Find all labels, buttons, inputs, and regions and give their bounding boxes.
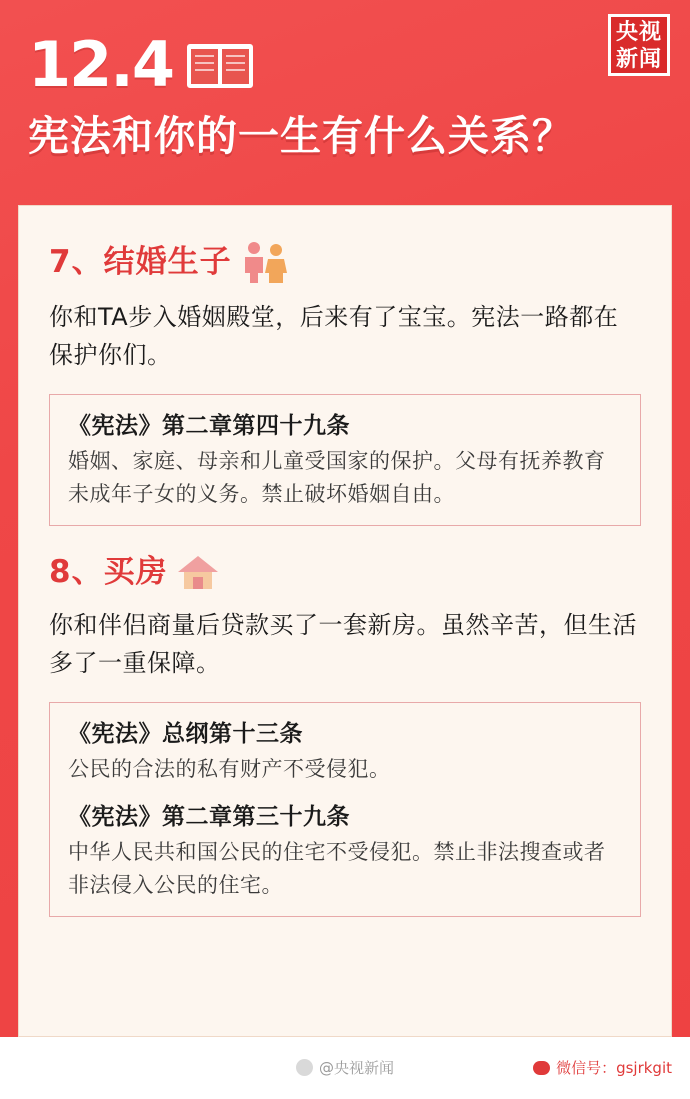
quote-title: 《宪法》第二章第四十九条 bbox=[68, 412, 350, 439]
quote-block bbox=[68, 719, 622, 786]
weibo-icon bbox=[296, 1059, 313, 1076]
section-body: 你和伴侣商量后贷款买了一套新房。虽然辛苦，但生活多了一重保障。 bbox=[49, 611, 637, 677]
section-title: 7、结婚生子 bbox=[49, 244, 232, 280]
section-body: 你和TA步入婚姻殿堂，后来有了宝宝。宪法一路都在保护你们。 bbox=[49, 303, 619, 369]
logo-line-2: 新闻 bbox=[615, 47, 662, 72]
date-row bbox=[28, 18, 668, 101]
section-buy-house bbox=[49, 552, 641, 917]
section-heading bbox=[49, 552, 641, 592]
house-icon bbox=[176, 552, 220, 592]
wechat-label: 微信号：gsjrkgit bbox=[556, 1059, 672, 1077]
quote-block bbox=[68, 802, 622, 902]
cctv-news-logo-inner bbox=[611, 17, 667, 73]
section-title: 8、买房 bbox=[49, 554, 168, 590]
quote-title: 《宪法》第二章第三十九条 bbox=[68, 803, 350, 830]
date-text: 12.4 bbox=[28, 28, 173, 101]
open-book-icon bbox=[187, 41, 253, 89]
logo-line-1: 央视 bbox=[615, 20, 662, 45]
quote-box bbox=[49, 702, 641, 917]
quote-text: 婚姻、家庭、母亲和儿童受国家的保护。父母有抚养教育未成年子女的义务。禁止破坏婚姻自由。 bbox=[68, 449, 606, 506]
poster-header bbox=[0, 0, 690, 200]
quote-box bbox=[49, 394, 641, 526]
page-title: 宪法和你的一生有什么关系？ bbox=[28, 112, 574, 160]
section-marriage bbox=[49, 240, 641, 526]
quote-title: 《宪法》总纲第十三条 bbox=[68, 720, 303, 747]
section-heading bbox=[49, 240, 641, 284]
weibo-label: @央视新闻 bbox=[318, 1059, 395, 1077]
quote-text: 公民的合法的私有财产不受侵犯。 bbox=[68, 757, 391, 781]
content-card bbox=[18, 205, 672, 1037]
wechat-icon bbox=[533, 1061, 550, 1075]
poster-footer bbox=[0, 1037, 690, 1099]
weibo-credit[interactable] bbox=[296, 1057, 394, 1078]
cctv-news-logo bbox=[608, 14, 670, 76]
quote-block bbox=[68, 411, 622, 511]
wechat-credit[interactable] bbox=[533, 1057, 672, 1078]
family-couple-icon bbox=[240, 240, 294, 284]
quote-text: 中华人民共和国公民的住宅不受侵犯。禁止非法搜查或者非法侵入公民的住宅。 bbox=[68, 840, 606, 897]
